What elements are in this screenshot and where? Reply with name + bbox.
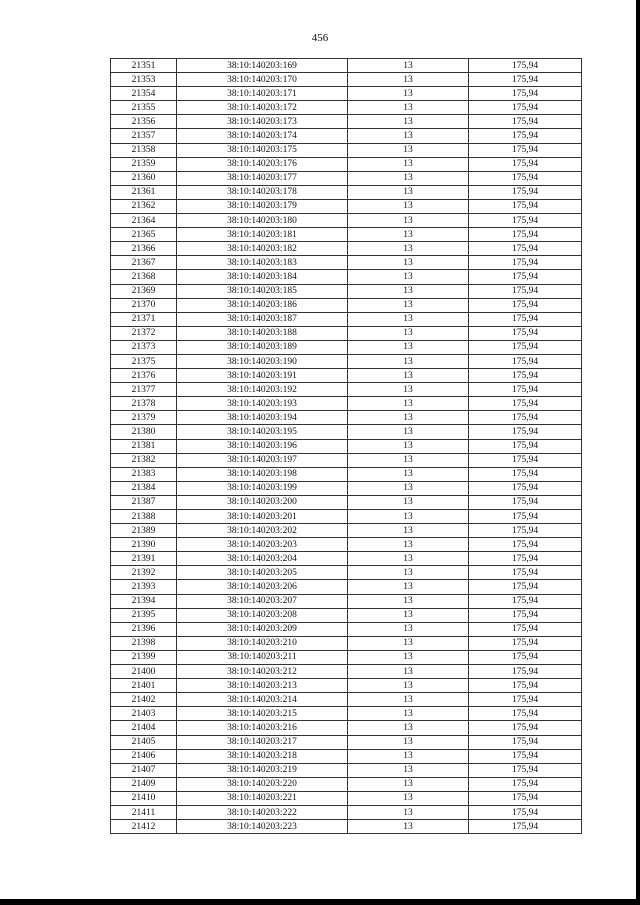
row-number-cell: 21403: [111, 707, 177, 721]
table-row: [111, 791, 582, 805]
row-number-cell: 21396: [111, 622, 177, 636]
table-row: [111, 693, 582, 707]
quantity-cell: 13: [348, 679, 469, 693]
row-number-cell: 21379: [111, 411, 177, 425]
row-number-cell: 21381: [111, 439, 177, 453]
table-row: [111, 679, 582, 693]
amount-cell: 175,94: [469, 552, 582, 566]
quantity-cell: 13: [348, 59, 469, 73]
cadastral-number-cell: 38:10:140203:169: [177, 59, 348, 73]
table-row: [111, 73, 582, 87]
row-number-cell: 21383: [111, 467, 177, 481]
quantity-cell: 13: [348, 524, 469, 538]
cadastral-number-cell: 38:10:140203:175: [177, 143, 348, 157]
row-number-cell: 21395: [111, 608, 177, 622]
table-row: [111, 256, 582, 270]
table-row: [111, 87, 582, 101]
cadastral-number-cell: 38:10:140203:190: [177, 354, 348, 368]
quantity-cell: 13: [348, 777, 469, 791]
cadastral-number-cell: 38:10:140203:215: [177, 707, 348, 721]
quantity-cell: 13: [348, 143, 469, 157]
quantity-cell: 13: [348, 87, 469, 101]
amount-cell: 175,94: [469, 425, 582, 439]
cadastral-number-cell: 38:10:140203:176: [177, 157, 348, 171]
table-row: [111, 171, 582, 185]
cadastral-number-cell: 38:10:140203:212: [177, 665, 348, 679]
quantity-cell: 13: [348, 369, 469, 383]
quantity-cell: 13: [348, 693, 469, 707]
row-number-cell: 21389: [111, 524, 177, 538]
cadastral-number-cell: 38:10:140203:218: [177, 749, 348, 763]
cadastral-number-cell: 38:10:140203:210: [177, 636, 348, 650]
cadastral-number-cell: 38:10:140203:198: [177, 467, 348, 481]
quantity-cell: 13: [348, 580, 469, 594]
amount-cell: 175,94: [469, 763, 582, 777]
amount-cell: 175,94: [469, 298, 582, 312]
table-row: [111, 425, 582, 439]
row-number-cell: 21399: [111, 650, 177, 664]
quantity-cell: 13: [348, 495, 469, 509]
table-row: [111, 524, 582, 538]
quantity-cell: 13: [348, 284, 469, 298]
cadastral-number-cell: 38:10:140203:178: [177, 185, 348, 199]
amount-cell: 175,94: [469, 242, 582, 256]
amount-cell: 175,94: [469, 791, 582, 805]
amount-cell: 175,94: [469, 101, 582, 115]
row-number-cell: 21357: [111, 129, 177, 143]
table-row: [111, 143, 582, 157]
scan-edge-right: [636, 0, 640, 905]
cadastral-number-cell: 38:10:140203:172: [177, 101, 348, 115]
table-row: [111, 735, 582, 749]
table-row: [111, 340, 582, 354]
cadastral-number-cell: 38:10:140203:187: [177, 312, 348, 326]
quantity-cell: 13: [348, 481, 469, 495]
amount-cell: 175,94: [469, 721, 582, 735]
row-number-cell: 21353: [111, 73, 177, 87]
quantity-cell: 13: [348, 721, 469, 735]
cadastral-number-cell: 38:10:140203:223: [177, 820, 348, 834]
row-number-cell: 21368: [111, 270, 177, 284]
cadastral-number-cell: 38:10:140203:197: [177, 453, 348, 467]
table-row: [111, 580, 582, 594]
quantity-cell: 13: [348, 650, 469, 664]
quantity-cell: 13: [348, 228, 469, 242]
amount-cell: 175,94: [469, 369, 582, 383]
row-number-cell: 21391: [111, 552, 177, 566]
cadastral-number-cell: 38:10:140203:185: [177, 284, 348, 298]
table-row: [111, 354, 582, 368]
row-number-cell: 21364: [111, 214, 177, 228]
quantity-cell: 13: [348, 214, 469, 228]
amount-cell: 175,94: [469, 566, 582, 580]
row-number-cell: 21380: [111, 425, 177, 439]
amount-cell: 175,94: [469, 622, 582, 636]
amount-cell: 175,94: [469, 129, 582, 143]
amount-cell: 175,94: [469, 495, 582, 509]
row-number-cell: 21412: [111, 820, 177, 834]
quantity-cell: 13: [348, 326, 469, 340]
quantity-cell: 13: [348, 439, 469, 453]
quantity-cell: 13: [348, 383, 469, 397]
cadastral-number-cell: 38:10:140203:188: [177, 326, 348, 340]
table-row: [111, 721, 582, 735]
amount-cell: 175,94: [469, 580, 582, 594]
amount-cell: 175,94: [469, 59, 582, 73]
table-row: [111, 650, 582, 664]
table-row: [111, 411, 582, 425]
amount-cell: 175,94: [469, 228, 582, 242]
amount-cell: 175,94: [469, 510, 582, 524]
row-number-cell: 21376: [111, 369, 177, 383]
row-number-cell: 21366: [111, 242, 177, 256]
page-number: 456: [311, 32, 329, 44]
cadastral-number-cell: 38:10:140203:213: [177, 679, 348, 693]
quantity-cell: 13: [348, 467, 469, 481]
cadastral-number-cell: 38:10:140203:171: [177, 87, 348, 101]
quantity-cell: 13: [348, 608, 469, 622]
row-number-cell: 21388: [111, 510, 177, 524]
row-number-cell: 21356: [111, 115, 177, 129]
row-number-cell: 21371: [111, 312, 177, 326]
table-row: [111, 298, 582, 312]
amount-cell: 175,94: [469, 340, 582, 354]
quantity-cell: 13: [348, 425, 469, 439]
amount-cell: 175,94: [469, 524, 582, 538]
row-number-cell: 21384: [111, 481, 177, 495]
row-number-cell: 21370: [111, 298, 177, 312]
table-row: [111, 665, 582, 679]
cadastral-number-cell: 38:10:140203:170: [177, 73, 348, 87]
row-number-cell: 21405: [111, 735, 177, 749]
table-row: [111, 214, 582, 228]
quantity-cell: 13: [348, 735, 469, 749]
scan-edge-bottom: [0, 899, 640, 905]
quantity-cell: 13: [348, 566, 469, 580]
table-row: [111, 636, 582, 650]
amount-cell: 175,94: [469, 749, 582, 763]
amount-cell: 175,94: [469, 171, 582, 185]
row-number-cell: 21359: [111, 157, 177, 171]
cadastral-number-cell: 38:10:140203:173: [177, 115, 348, 129]
amount-cell: 175,94: [469, 411, 582, 425]
amount-cell: 175,94: [469, 157, 582, 171]
quantity-cell: 13: [348, 594, 469, 608]
amount-cell: 175,94: [469, 185, 582, 199]
table-row: [111, 397, 582, 411]
table-row: [111, 115, 582, 129]
quantity-cell: 13: [348, 411, 469, 425]
row-number-cell: 21365: [111, 228, 177, 242]
amount-cell: 175,94: [469, 481, 582, 495]
quantity-cell: 13: [348, 340, 469, 354]
cadastral-number-cell: 38:10:140203:189: [177, 340, 348, 354]
quantity-cell: 13: [348, 791, 469, 805]
row-number-cell: 21369: [111, 284, 177, 298]
data-table: [110, 58, 582, 834]
quantity-cell: 13: [348, 820, 469, 834]
table-row: [111, 481, 582, 495]
table-row: [111, 622, 582, 636]
row-number-cell: 21409: [111, 777, 177, 791]
cadastral-number-cell: 38:10:140203:217: [177, 735, 348, 749]
quantity-cell: 13: [348, 636, 469, 650]
row-number-cell: 21373: [111, 340, 177, 354]
row-number-cell: 21398: [111, 636, 177, 650]
quantity-cell: 13: [348, 298, 469, 312]
row-number-cell: 21360: [111, 171, 177, 185]
table-row: [111, 157, 582, 171]
table-row: [111, 594, 582, 608]
quantity-cell: 13: [348, 256, 469, 270]
amount-cell: 175,94: [469, 594, 582, 608]
cadastral-number-cell: 38:10:140203:182: [177, 242, 348, 256]
table-row: [111, 369, 582, 383]
quantity-cell: 13: [348, 453, 469, 467]
cadastral-number-cell: 38:10:140203:194: [177, 411, 348, 425]
quantity-cell: 13: [348, 199, 469, 213]
amount-cell: 175,94: [469, 820, 582, 834]
table-row: [111, 538, 582, 552]
quantity-cell: 13: [348, 171, 469, 185]
amount-cell: 175,94: [469, 707, 582, 721]
table-row: [111, 608, 582, 622]
quantity-cell: 13: [348, 312, 469, 326]
amount-cell: 175,94: [469, 636, 582, 650]
table-row: [111, 326, 582, 340]
row-number-cell: 21382: [111, 453, 177, 467]
quantity-cell: 13: [348, 763, 469, 777]
amount-cell: 175,94: [469, 679, 582, 693]
quantity-cell: 13: [348, 185, 469, 199]
amount-cell: 175,94: [469, 326, 582, 340]
cadastral-number-cell: 38:10:140203:181: [177, 228, 348, 242]
row-number-cell: 21361: [111, 185, 177, 199]
row-number-cell: 21375: [111, 354, 177, 368]
row-number-cell: 21390: [111, 538, 177, 552]
row-number-cell: 21402: [111, 693, 177, 707]
table-body: [111, 59, 582, 834]
amount-cell: 175,94: [469, 467, 582, 481]
quantity-cell: 13: [348, 552, 469, 566]
cadastral-number-cell: 38:10:140203:191: [177, 369, 348, 383]
row-number-cell: 21387: [111, 495, 177, 509]
amount-cell: 175,94: [469, 270, 582, 284]
table-row: [111, 439, 582, 453]
cadastral-number-cell: 38:10:140203:177: [177, 171, 348, 185]
amount-cell: 175,94: [469, 284, 582, 298]
table-row: [111, 763, 582, 777]
cadastral-number-cell: 38:10:140203:199: [177, 481, 348, 495]
amount-cell: 175,94: [469, 256, 582, 270]
amount-cell: 175,94: [469, 650, 582, 664]
amount-cell: 175,94: [469, 453, 582, 467]
cadastral-number-cell: 38:10:140203:180: [177, 214, 348, 228]
cadastral-number-cell: 38:10:140203:203: [177, 538, 348, 552]
cadastral-number-cell: 38:10:140203:221: [177, 791, 348, 805]
row-number-cell: 21406: [111, 749, 177, 763]
row-number-cell: 21354: [111, 87, 177, 101]
cadastral-number-cell: 38:10:140203:204: [177, 552, 348, 566]
cadastral-number-cell: 38:10:140203:220: [177, 777, 348, 791]
cadastral-number-cell: 38:10:140203:209: [177, 622, 348, 636]
row-number-cell: 21362: [111, 199, 177, 213]
cadastral-number-cell: 38:10:140203:201: [177, 510, 348, 524]
table-row: [111, 467, 582, 481]
cadastral-number-cell: 38:10:140203:222: [177, 805, 348, 819]
quantity-cell: 13: [348, 749, 469, 763]
table-row: [111, 510, 582, 524]
quantity-cell: 13: [348, 73, 469, 87]
amount-cell: 175,94: [469, 383, 582, 397]
cadastral-number-cell: 38:10:140203:184: [177, 270, 348, 284]
cadastral-number-cell: 38:10:140203:200: [177, 495, 348, 509]
row-number-cell: 21394: [111, 594, 177, 608]
amount-cell: 175,94: [469, 143, 582, 157]
cadastral-number-cell: 38:10:140203:186: [177, 298, 348, 312]
quantity-cell: 13: [348, 622, 469, 636]
amount-cell: 175,94: [469, 735, 582, 749]
quantity-cell: 13: [348, 805, 469, 819]
cadastral-number-cell: 38:10:140203:219: [177, 763, 348, 777]
row-number-cell: 21411: [111, 805, 177, 819]
cadastral-number-cell: 38:10:140203:207: [177, 594, 348, 608]
quantity-cell: 13: [348, 354, 469, 368]
cadastral-number-cell: 38:10:140203:202: [177, 524, 348, 538]
table-row: [111, 552, 582, 566]
table-row: [111, 749, 582, 763]
quantity-cell: 13: [348, 397, 469, 411]
table-row: [111, 59, 582, 73]
cadastral-number-cell: 38:10:140203:195: [177, 425, 348, 439]
amount-cell: 175,94: [469, 777, 582, 791]
quantity-cell: 13: [348, 157, 469, 171]
amount-cell: 175,94: [469, 354, 582, 368]
table-row: [111, 805, 582, 819]
amount-cell: 175,94: [469, 665, 582, 679]
row-number-cell: 21377: [111, 383, 177, 397]
table-row: [111, 199, 582, 213]
amount-cell: 175,94: [469, 538, 582, 552]
quantity-cell: 13: [348, 665, 469, 679]
cadastral-number-cell: 38:10:140203:208: [177, 608, 348, 622]
amount-cell: 175,94: [469, 115, 582, 129]
cadastral-number-cell: 38:10:140203:192: [177, 383, 348, 397]
row-number-cell: 21358: [111, 143, 177, 157]
quantity-cell: 13: [348, 510, 469, 524]
row-number-cell: 21393: [111, 580, 177, 594]
cadastral-number-cell: 38:10:140203:216: [177, 721, 348, 735]
table-row: [111, 707, 582, 721]
amount-cell: 175,94: [469, 397, 582, 411]
table-row: [111, 185, 582, 199]
row-number-cell: 21404: [111, 721, 177, 735]
row-number-cell: 21400: [111, 665, 177, 679]
table-row: [111, 270, 582, 284]
row-number-cell: 21401: [111, 679, 177, 693]
table-row: [111, 101, 582, 115]
cadastral-number-cell: 38:10:140203:206: [177, 580, 348, 594]
cadastral-number-cell: 38:10:140203:179: [177, 199, 348, 213]
table-row: [111, 566, 582, 580]
quantity-cell: 13: [348, 129, 469, 143]
amount-cell: 175,94: [469, 805, 582, 819]
table-row: [111, 820, 582, 834]
amount-cell: 175,94: [469, 214, 582, 228]
table-row: [111, 383, 582, 397]
row-number-cell: 21355: [111, 101, 177, 115]
table-row: [111, 312, 582, 326]
row-number-cell: 21378: [111, 397, 177, 411]
cadastral-number-cell: 38:10:140203:174: [177, 129, 348, 143]
table-row: [111, 495, 582, 509]
cadastral-number-cell: 38:10:140203:196: [177, 439, 348, 453]
amount-cell: 175,94: [469, 87, 582, 101]
cadastral-number-cell: 38:10:140203:211: [177, 650, 348, 664]
row-number-cell: 21392: [111, 566, 177, 580]
row-number-cell: 21410: [111, 791, 177, 805]
quantity-cell: 13: [348, 270, 469, 284]
cadastral-number-cell: 38:10:140203:183: [177, 256, 348, 270]
quantity-cell: 13: [348, 242, 469, 256]
quantity-cell: 13: [348, 115, 469, 129]
quantity-cell: 13: [348, 707, 469, 721]
quantity-cell: 13: [348, 538, 469, 552]
amount-cell: 175,94: [469, 312, 582, 326]
amount-cell: 175,94: [469, 199, 582, 213]
row-number-cell: 21367: [111, 256, 177, 270]
table-row: [111, 242, 582, 256]
cadastral-number-cell: 38:10:140203:214: [177, 693, 348, 707]
amount-cell: 175,94: [469, 439, 582, 453]
amount-cell: 175,94: [469, 73, 582, 87]
table-row: [111, 129, 582, 143]
row-number-cell: 21372: [111, 326, 177, 340]
amount-cell: 175,94: [469, 608, 582, 622]
row-number-cell: 21407: [111, 763, 177, 777]
cadastral-number-cell: 38:10:140203:205: [177, 566, 348, 580]
quantity-cell: 13: [348, 101, 469, 115]
table-row: [111, 777, 582, 791]
table-row: [111, 228, 582, 242]
table-row: [111, 453, 582, 467]
cadastral-number-cell: 38:10:140203:193: [177, 397, 348, 411]
amount-cell: 175,94: [469, 693, 582, 707]
table-row: [111, 284, 582, 298]
row-number-cell: 21351: [111, 59, 177, 73]
